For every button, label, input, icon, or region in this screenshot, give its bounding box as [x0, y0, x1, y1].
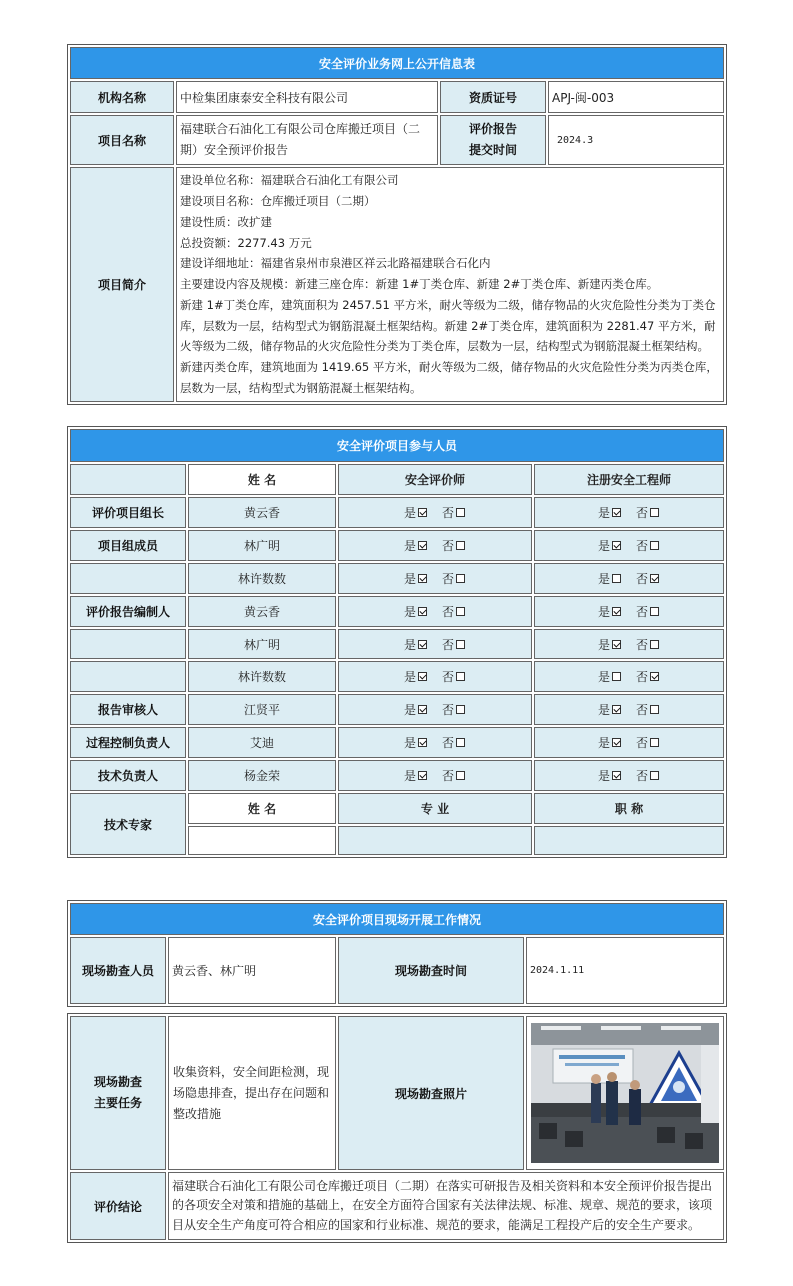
personnel-name: 林广明	[188, 530, 336, 561]
site-photo	[531, 1023, 719, 1163]
yes-label: 是	[597, 769, 610, 784]
personnel-name: 江贤平	[188, 694, 336, 725]
engineer-check-cell	[534, 530, 724, 561]
personnel-role: 过程控制负责人	[70, 727, 186, 758]
personnel-row	[70, 497, 724, 528]
yes-label: 是	[597, 670, 610, 685]
info-title: 安全评价业务网上公开信息表	[70, 47, 724, 79]
yes-checkbox[interactable]	[418, 508, 427, 517]
no-checkbox[interactable]	[650, 607, 659, 616]
yes-checkbox[interactable]	[418, 607, 427, 616]
personnel-role: 评价报告编制人	[70, 596, 186, 627]
yes-checkbox[interactable]	[418, 574, 427, 583]
no-checkbox[interactable]	[456, 508, 465, 517]
yes-label: 是	[403, 670, 416, 685]
yes-checkbox[interactable]	[418, 705, 427, 714]
yes-checkbox[interactable]	[418, 640, 427, 649]
evaluator-header: 安全评价师	[338, 464, 532, 495]
no-label: 否	[442, 769, 455, 784]
inspectors-value: 黄云香、林广明	[168, 937, 336, 1004]
no-checkbox[interactable]	[650, 672, 659, 681]
no-checkbox[interactable]	[456, 640, 465, 649]
engineer-check-cell	[534, 596, 724, 627]
no-label: 否	[442, 703, 455, 718]
yes-checkbox[interactable]	[612, 738, 621, 747]
yes-checkbox[interactable]	[418, 672, 427, 681]
tasks-label-line2: 主要任务	[93, 1096, 142, 1110]
no-label: 否	[636, 538, 649, 553]
summary-line: 建设性质：改扩建	[180, 214, 272, 229]
yes-label: 是	[403, 736, 416, 751]
no-label: 否	[636, 670, 649, 685]
yes-label: 是	[403, 538, 416, 553]
expert-major-header: 专 业	[338, 793, 532, 824]
personnel-row	[70, 629, 724, 660]
personnel-name: 林广明	[188, 629, 336, 660]
yes-checkbox[interactable]	[612, 607, 621, 616]
tasks-value: 收集资料，安全间距检测，现场隐患排查，提出存在问题和整改措施	[168, 1016, 336, 1170]
engineer-header: 注册安全工程师	[534, 464, 724, 495]
personnel-row	[70, 694, 724, 725]
yes-checkbox[interactable]	[612, 705, 621, 714]
personnel-name: 林许数数	[188, 563, 336, 594]
personnel-name: 林许数数	[188, 661, 336, 692]
no-label: 否	[636, 637, 649, 652]
site-table-top	[67, 900, 727, 1007]
engineer-check-cell	[534, 727, 724, 758]
no-label: 否	[636, 703, 649, 718]
personnel-name: 黄云香	[188, 497, 336, 528]
evaluator-check-cell	[338, 596, 532, 627]
no-checkbox[interactable]	[456, 738, 465, 747]
no-label: 否	[636, 505, 649, 520]
engineer-check-cell	[534, 629, 724, 660]
no-checkbox[interactable]	[456, 607, 465, 616]
inspectors-label: 现场勘查人员	[70, 937, 166, 1004]
yes-checkbox[interactable]	[418, 771, 427, 780]
yes-label: 是	[597, 604, 610, 619]
yes-checkbox[interactable]	[612, 508, 621, 517]
photo-label: 现场勘查照片	[338, 1016, 524, 1170]
engineer-check-cell	[534, 694, 724, 725]
no-label: 否	[442, 736, 455, 751]
submit-label-line1: 评价报告	[468, 122, 517, 136]
yes-label: 是	[597, 736, 610, 751]
personnel-row	[70, 760, 724, 791]
yes-checkbox[interactable]	[418, 541, 427, 550]
submit-label-line2: 提交时间	[468, 143, 517, 157]
yes-checkbox[interactable]	[612, 640, 621, 649]
expert-major-cell	[338, 826, 532, 855]
personnel-row	[70, 530, 724, 561]
site-title: 安全评价项目现场开展工作情况	[70, 903, 724, 935]
site-photo-image	[531, 1023, 719, 1163]
conclusion-label: 评价结论	[70, 1172, 166, 1240]
yes-label: 是	[597, 637, 610, 652]
summary-value	[176, 167, 724, 402]
expert-title-cell	[534, 826, 724, 855]
personnel-row	[70, 661, 724, 692]
summary-line: 新建 1#丁类仓库，建筑面积为 2457.51 平方米，耐火等级为二级，储存物品的火灾危险性分类为丁类仓库，层数为一层，结构型式为钢筋混凝土框架结构。新建 2#丁类仓库，建筑面积为 2281.47 平方米，耐火等级为二级，储存物品的火灾危险性分类为丁类仓库，层数为一层，结构型式为钢筋混凝土框架结构。	[180, 297, 716, 354]
conclusion-value: 福建联合石油化工有限公司仓库搬迁项目（二期）在落实可研报告及相关资料和本安全预评价报告提出的各项安全对策和措施的基础上，在安全方面符合国家有关法律法规、标准、规章、规范的要求，该项目从安全生产角度可符合相应的国家和行业标准、规范的要求，能满足工程投产后的安全生产要求。	[168, 1172, 724, 1240]
no-checkbox[interactable]	[456, 771, 465, 780]
yes-label: 是	[597, 505, 610, 520]
yes-checkbox[interactable]	[612, 771, 621, 780]
no-label: 否	[442, 670, 455, 685]
role-header	[70, 464, 186, 495]
no-label: 否	[442, 571, 455, 586]
no-checkbox[interactable]	[650, 541, 659, 550]
summary-line: 总投资额：2277.43 万元	[180, 235, 312, 250]
no-label: 否	[636, 769, 649, 784]
expert-name-cell	[188, 826, 336, 855]
evaluator-check-cell	[338, 530, 532, 561]
yes-label: 是	[403, 637, 416, 652]
yes-checkbox[interactable]	[612, 672, 621, 681]
org-label: 机构名称	[70, 81, 174, 113]
no-checkbox[interactable]	[456, 705, 465, 714]
no-label: 否	[442, 637, 455, 652]
cert-value: APJ-闽-003	[548, 81, 724, 113]
yes-checkbox[interactable]	[612, 574, 621, 583]
engineer-check-cell	[534, 760, 724, 791]
personnel-row	[70, 727, 724, 758]
yes-label: 是	[403, 604, 416, 619]
name-header: 姓 名	[188, 464, 336, 495]
tasks-label-line1: 现场勘查	[93, 1075, 142, 1089]
summary-line: 主要建设内容及规模：新建三座仓库：新建 1#丁类仓库、新建 2#丁类仓库、新建丙类仓库。	[180, 277, 659, 292]
personnel-role: 技术负责人	[70, 760, 186, 791]
no-checkbox[interactable]	[650, 738, 659, 747]
inspect-time-value: 2024.1.11	[526, 937, 724, 1004]
photo-cell	[526, 1016, 724, 1170]
no-label: 否	[636, 571, 649, 586]
engineer-check-cell	[534, 661, 724, 692]
no-checkbox[interactable]	[456, 541, 465, 550]
evaluator-check-cell	[338, 727, 532, 758]
yes-checkbox[interactable]	[418, 738, 427, 747]
summary-line: 建设单位名称：福建联合石油化工有限公司	[180, 173, 399, 188]
engineer-check-cell	[534, 497, 724, 528]
evaluator-check-cell	[338, 497, 532, 528]
summary-line: 新建丙类仓库，建筑地面为 1419.65 平方米，耐火等级为二级，储存物品的火灾危险性分类为丙类仓库，层数为一层，结构型式为钢筋混凝土框架结构。	[180, 360, 718, 396]
yes-label: 是	[403, 703, 416, 718]
personnel-row	[70, 596, 724, 627]
no-checkbox[interactable]	[650, 574, 659, 583]
cert-label: 资质证号	[440, 81, 546, 113]
expert-name-header: 姓 名	[188, 793, 336, 824]
info-table	[67, 44, 727, 405]
site-table-bottom	[67, 1013, 727, 1243]
personnel-table	[67, 426, 727, 858]
personnel-name: 艾迪	[188, 727, 336, 758]
evaluator-check-cell	[338, 760, 532, 791]
expert-title-header: 职 称	[534, 793, 724, 824]
engineer-check-cell	[534, 563, 724, 594]
personnel-role: 项目组成员	[70, 530, 186, 561]
no-label: 否	[636, 604, 649, 619]
yes-label: 是	[597, 538, 610, 553]
project-label: 项目名称	[70, 115, 174, 165]
tasks-label	[70, 1016, 166, 1170]
summary-line: 建设详细地址：福建省泉州市泉港区祥云北路福建联合石化内	[180, 256, 491, 271]
personnel-row	[70, 563, 724, 594]
org-value: 中检集团康泰安全科技有限公司	[176, 81, 438, 113]
personnel-title: 安全评价项目参与人员	[70, 429, 724, 462]
no-label: 否	[442, 604, 455, 619]
personnel-name: 杨金荣	[188, 760, 336, 791]
personnel-role: 报告审核人	[70, 694, 186, 725]
no-checkbox[interactable]	[456, 672, 465, 681]
no-label: 否	[442, 505, 455, 520]
yes-label: 是	[403, 571, 416, 586]
yes-label: 是	[597, 571, 610, 586]
personnel-role	[70, 629, 186, 660]
summary-label: 项目简介	[70, 167, 174, 402]
evaluator-check-cell	[338, 661, 532, 692]
project-value: 福建联合石油化工有限公司仓库搬迁项目（二期）安全预评价报告	[176, 115, 438, 165]
no-checkbox[interactable]	[650, 771, 659, 780]
expert-label: 技术专家	[70, 793, 186, 855]
yes-label: 是	[597, 703, 610, 718]
no-checkbox[interactable]	[456, 574, 465, 583]
personnel-role	[70, 661, 186, 692]
yes-label: 是	[403, 505, 416, 520]
summary-line: 建设项目名称：仓库搬迁项目（二期）	[180, 193, 376, 208]
personnel-role	[70, 563, 186, 594]
evaluator-check-cell	[338, 629, 532, 660]
inspect-time-label: 现场勘查时间	[338, 937, 524, 1004]
no-label: 否	[636, 736, 649, 751]
no-checkbox[interactable]	[650, 705, 659, 714]
evaluator-check-cell	[338, 694, 532, 725]
personnel-rows	[70, 497, 724, 791]
personnel-role: 评价项目组长	[70, 497, 186, 528]
no-checkbox[interactable]	[650, 640, 659, 649]
personnel-name: 黄云香	[188, 596, 336, 627]
no-checkbox[interactable]	[650, 508, 659, 517]
yes-checkbox[interactable]	[612, 541, 621, 550]
no-label: 否	[442, 538, 455, 553]
submit-label	[440, 115, 546, 165]
submit-value: 2024.3	[548, 115, 724, 165]
yes-label: 是	[403, 769, 416, 784]
evaluator-check-cell	[338, 563, 532, 594]
